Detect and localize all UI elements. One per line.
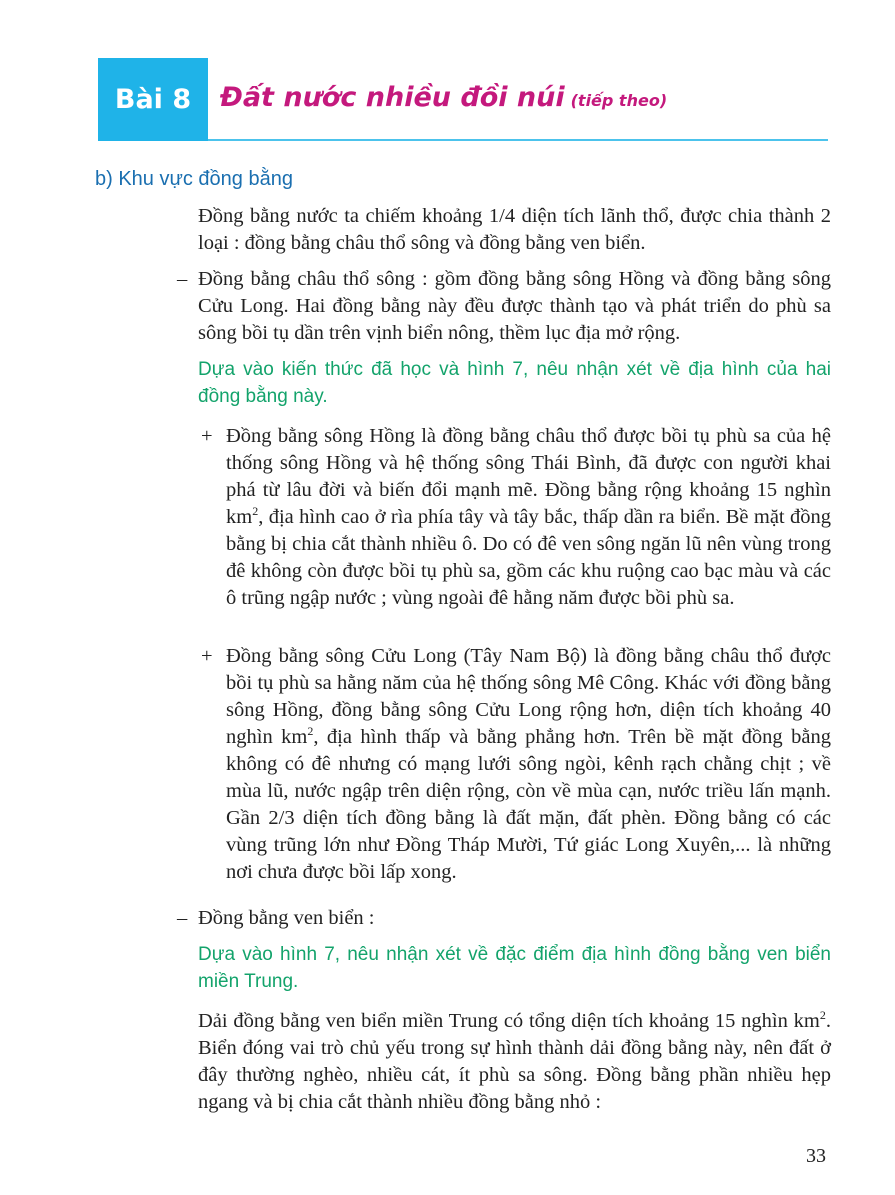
lesson-title (220, 82, 667, 113)
coastal-text-1: Dải đồng bằng ven biển miền Trung có tổng diện tích khoảng 15 nghìn km (198, 1010, 820, 1032)
header-rule (208, 139, 828, 141)
mekong-text-1: Đồng bằng sông Cửu Long (Tây Nam Bộ) là đồng bằng châu thổ được bồi tụ phù sa hằng năm của hệ thống sông Mê Công. Khác với đồng bằng sông Hồng, đồng bằng sông Cửu Long rộng hơn, diện tích khoảng 40 nghìn km (226, 645, 831, 748)
question-prompt: Dựa vào kiến thức đã học và hình 7, nêu nhận xét về địa hình của hai đồng bằng này. (198, 359, 831, 407)
mekong-text-2: , địa hình thấp và bằng phẳng hơn. Trên bề mặt đồng bằng không có đê nhưng có mạng lưới sông ngòi, kênh rạch chằng chịt ; về mùa lũ, nước ngập trên diện rộng, còn về mùa cạn, nước triều lấn mạnh. Gần 2/3 diện tích đồng bằng là đất mặn, đất phèn. Đồng bằng có các vùng trũng lớn như Đồng Tháp Mười, Tứ giác Long Xuyên,... là những nơi chưa được bồi lấp xong. (226, 726, 831, 883)
bullet-plus: + (201, 425, 213, 447)
red-river-text-2: , địa hình cao ở rìa phía tây và tây bắc, thấp dần ra biển. Bề mặt đồng bằng bị chia cắt thành nhiều ô. Do có đê ven sông ngăn lũ nên vùng trong đê không còn được bồi tụ phù sa, gồm các khu ruộng cao bạc màu và các ô trũng ngập nước ; vùng ngoài đê hằng năm được bồi phù sa. (226, 506, 831, 609)
coastal-text-2: . Biển đóng vai trò chủ yếu trong sự hình thành dải đồng bằng này, nên đất ở đây thường nghèo, nhiều cát, ít phù sa sông. Đồng bằng phần nhiều hẹp ngang và bị chia cắt thành nhiều đồng bằng nhỏ : (198, 1010, 831, 1113)
red-river-text-1: Đồng bằng sông Hồng là đồng bằng châu thổ được bồi tụ phù sa của hệ thống sông Hồng và hệ thống sông Thái Bình, đã được con người khai phá từ lâu đời và biến đổi mạnh mẽ. Đồng bằng rộng khoảng 15 nghìn km (226, 425, 831, 528)
page-number: 33 (806, 1145, 826, 1167)
red-river-delta-paragraph (226, 423, 831, 612)
question-prompt: Dựa vào hình 7, nêu nhận xét về đặc điểm địa hình đồng bằng ven biển miền Trung. (198, 944, 831, 992)
lesson-badge: Bài 8 (98, 58, 208, 141)
bullet-dash: – (177, 268, 188, 290)
lesson-header (98, 58, 828, 141)
section-heading: b) Khu vực đồng bằng (95, 168, 293, 190)
delta-paragraph: Đồng bằng châu thổ sông : gồm đồng bằng sông Hồng và đồng bằng sông Cửu Long. Hai đồng bằng này đều được thành tạo và phát triển do phù sa sông bồi tụ dần trên vịnh biển nông, thềm lục địa mở rộng. (198, 268, 831, 344)
coastal-plain-paragraph (198, 1008, 831, 1116)
intro-paragraph: Đồng bằng nước ta chiếm khoảng 1/4 diện tích lãnh thổ, được chia thành 2 loại : đồng bằng châu thổ sông và đồng bằng ven biển. (198, 205, 831, 254)
bullet-plus: + (201, 645, 213, 667)
superscript: 2 (307, 724, 314, 739)
coastal-plain-label: Đồng bằng ven biển : (198, 907, 375, 929)
lesson-title-suffix: (tiếp theo) (570, 91, 668, 110)
bullet-dash: – (177, 907, 188, 929)
lesson-title-main: Đất nước nhiều đồi núi (220, 82, 565, 113)
mekong-delta-paragraph (226, 643, 831, 886)
superscript: 2 (819, 1008, 826, 1023)
superscript: 2 (252, 504, 259, 519)
